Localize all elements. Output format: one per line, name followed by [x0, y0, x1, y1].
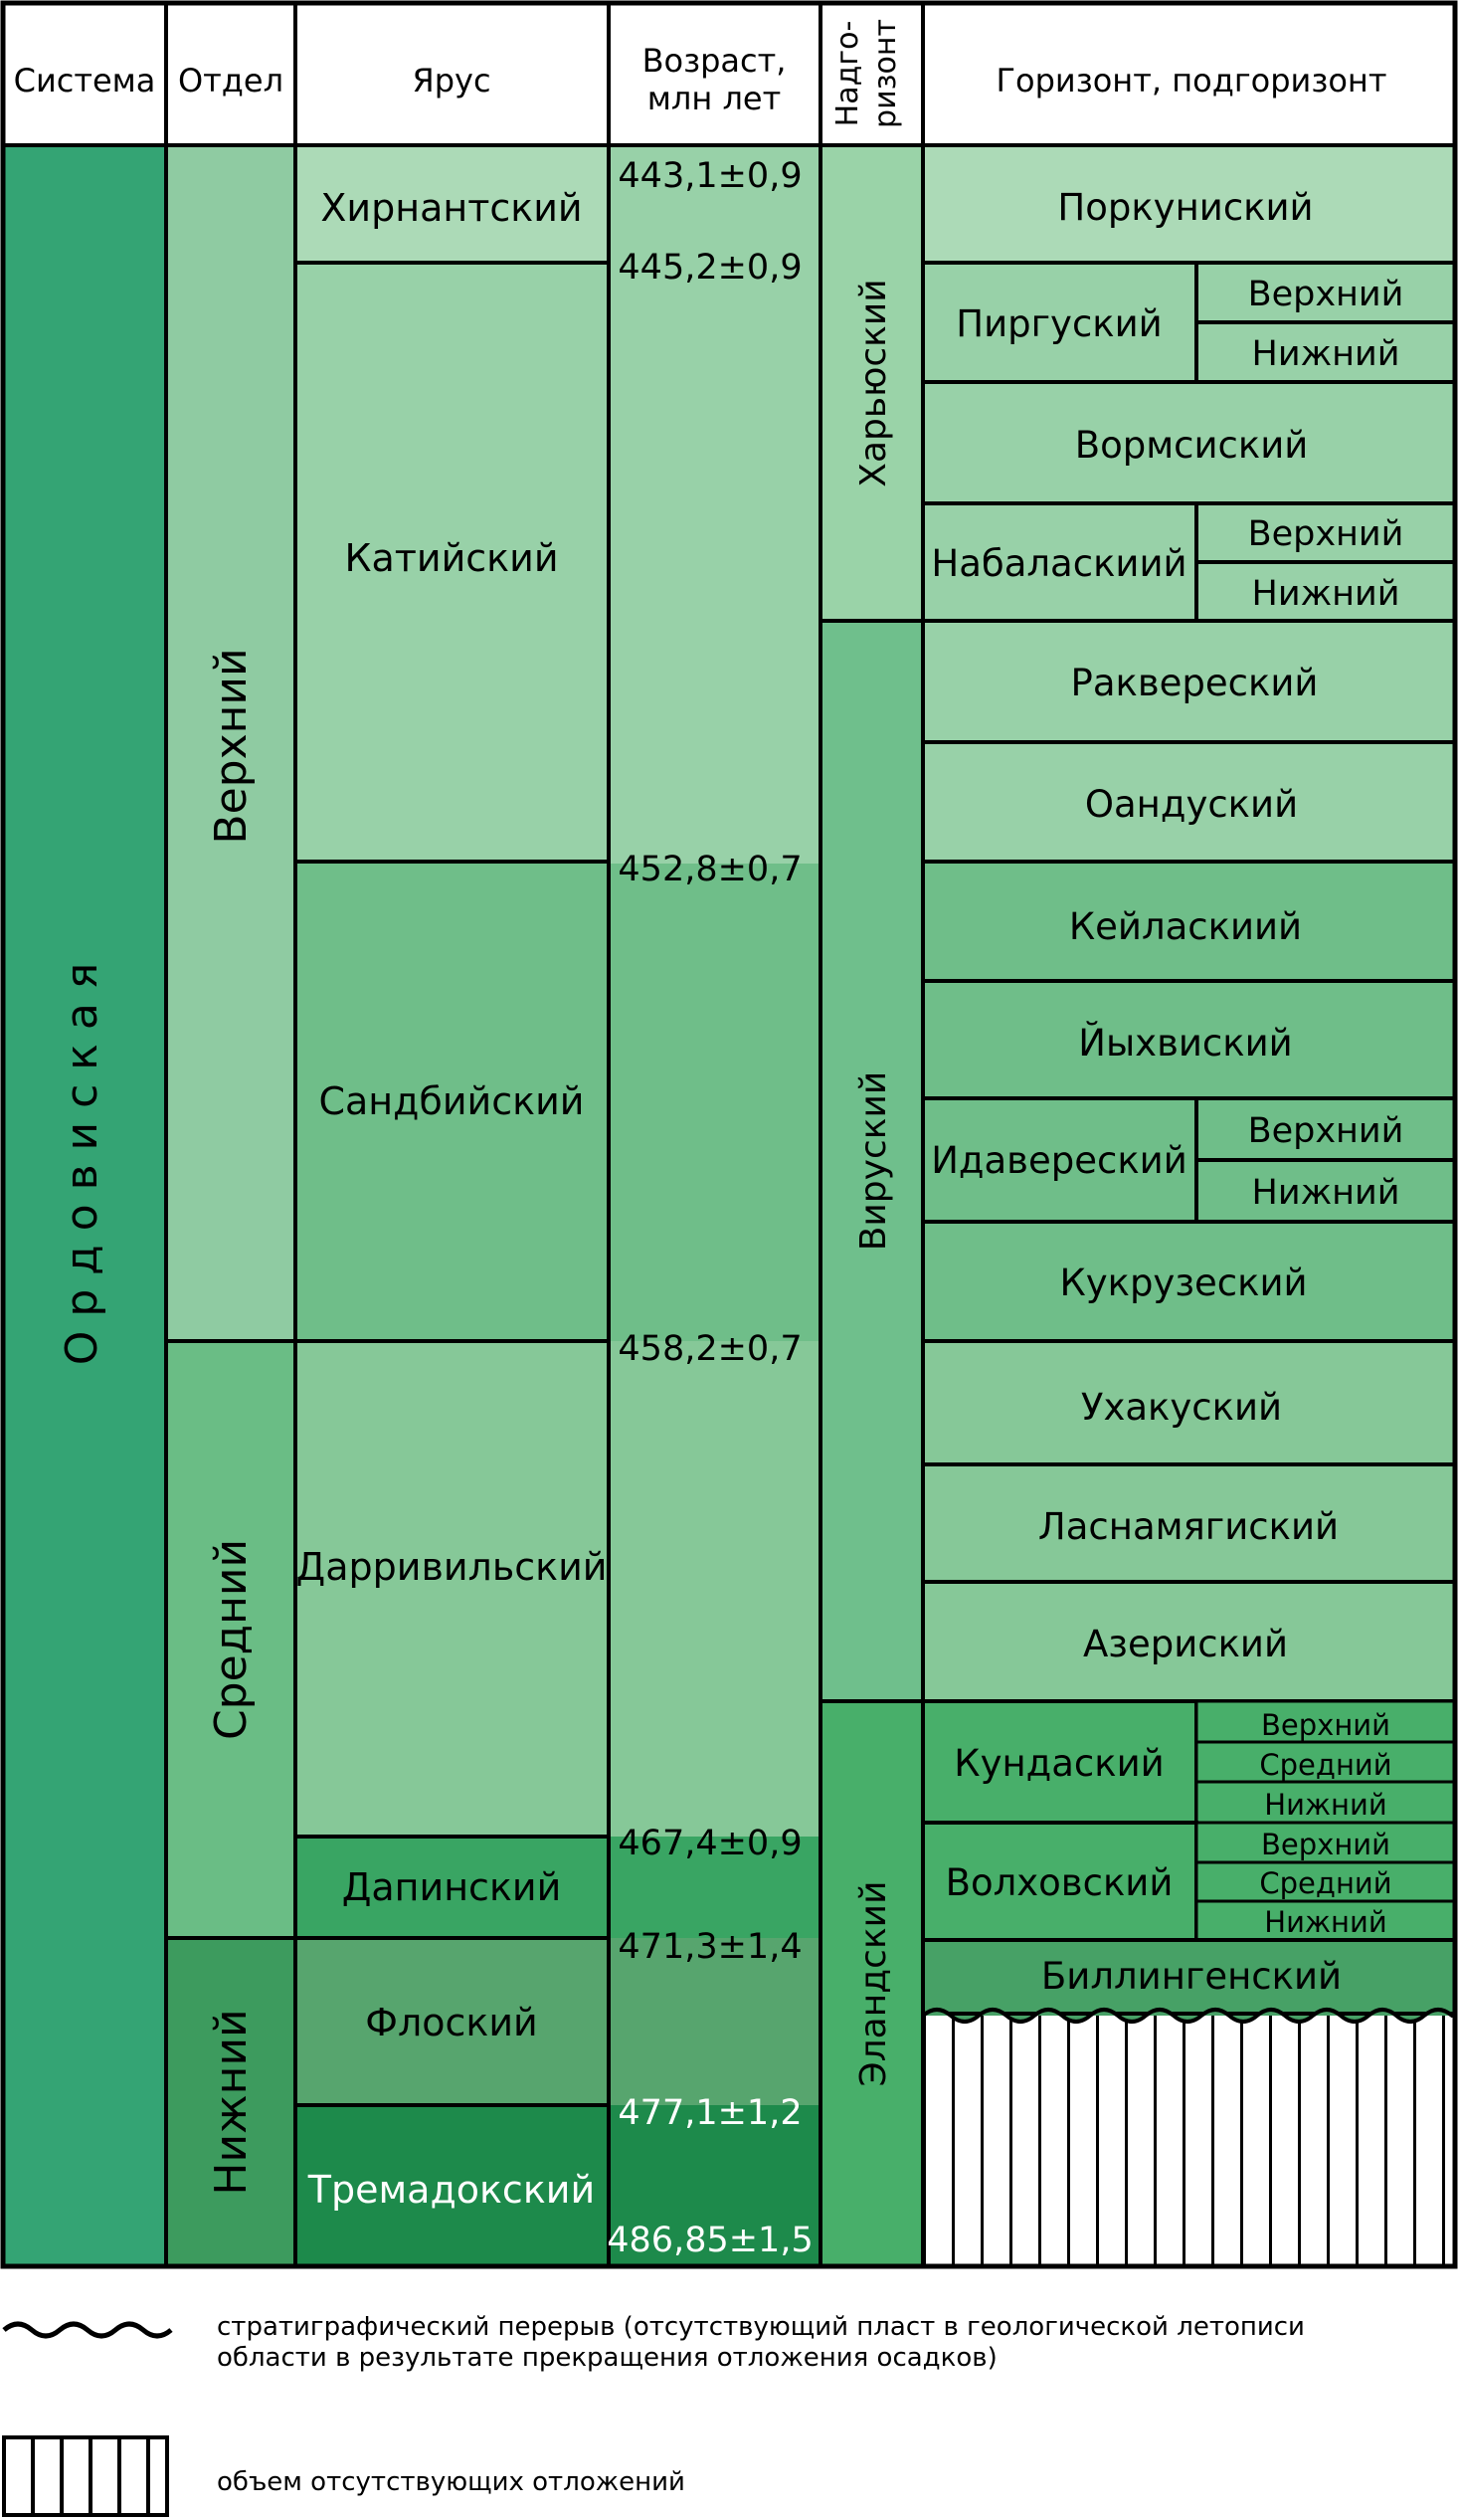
department-upper: Верхний [206, 648, 257, 845]
department-lower: Нижний [206, 2009, 257, 2196]
horizon-vormsi: Вормсиский [1074, 424, 1309, 467]
age-2: 452,8±0,7 [618, 850, 803, 889]
horizon-uhaku: Ухакуский [1080, 1386, 1283, 1429]
legend-hiatus-line1: стратиграфический перерыв (отсутствующий пласт в геологической летописи [217, 2312, 1305, 2342]
missing-deposits-area [923, 2014, 1455, 2266]
horizon-nabala-upper: Верхний [1247, 514, 1404, 554]
stage-column [295, 145, 609, 2266]
horizon-kukruse: Кукрузеский [1059, 1261, 1308, 1304]
horizon-volkhov: Волховский [945, 1861, 1174, 1904]
legend [4, 2312, 1305, 2515]
horizon-idavere-upper: Верхний [1247, 1111, 1404, 1151]
legend-missing: объем отсутствующих отложений [217, 2467, 685, 2497]
stage-floian: Флоский [365, 2001, 538, 2044]
horizon-pirgu: Пиргуский [956, 302, 1163, 345]
stage-katian: Катийский [344, 536, 559, 580]
superhorizon-viru: Вируский [853, 1070, 894, 1252]
age-1: 445,2±0,9 [618, 248, 803, 288]
header-age: Возраст, [641, 42, 787, 80]
age-5: 471,3±1,4 [618, 1927, 803, 1967]
legend-wave-icon [4, 2324, 171, 2336]
stage-hirnantian: Хирнантский [320, 186, 583, 230]
horizon-kunda-lower: Нижний [1264, 1788, 1387, 1822]
horizon-aseri: Азериский [1082, 1623, 1289, 1665]
horizon-nabala-lower: Нижний [1251, 574, 1400, 614]
superhorizon-oland: Эландский [853, 1880, 894, 2087]
horizon-billingen: Биллингенский [1040, 1955, 1343, 1998]
legend-hatch-icon [4, 2437, 167, 2515]
age-7: 486,85±1,5 [607, 2221, 814, 2260]
department-middle: Средний [206, 1538, 257, 1741]
age-3: 458,2±0,7 [618, 1329, 803, 1369]
age-6: 477,1±1,2 [618, 2093, 803, 2133]
header-stage: Ярус [412, 62, 491, 99]
horizon-rakvere: Раквереский [1070, 662, 1319, 704]
superhorizon-column [820, 145, 923, 2266]
stage-sandbian: Сандбийский [318, 1079, 585, 1123]
horizon-kunda-middle: Средний [1259, 1748, 1392, 1782]
header-superhorizon-line2: ризонт [868, 19, 903, 128]
department-column [166, 145, 295, 2266]
horizon-volkhov-middle: Средний [1259, 1866, 1392, 1900]
horizon-pirgu-upper: Верхний [1247, 275, 1404, 314]
horizon-keila: Кейласкиий [1068, 905, 1303, 948]
stage-tremadocian: Тремадокский [307, 2168, 596, 2212]
age-0: 443,1±0,9 [618, 156, 803, 196]
horizon-porkuni: Поркуниский [1057, 186, 1314, 229]
horizon-nabala: Набаласкиий [931, 542, 1187, 585]
superhorizon-harju: Харьюский [853, 279, 894, 487]
age-column [607, 145, 820, 2266]
header-department: Отдел [177, 62, 284, 99]
stage-darriwilian: Дарривильский [295, 1545, 608, 1589]
legend-hiatus-line2: области в результате прекращения отложения осадков) [217, 2343, 998, 2373]
system-label: О р д о в и с к а я [57, 962, 107, 1366]
age-4: 467,4±0,9 [618, 1824, 803, 1863]
horizon-lasnamagi: Ласнамягиский [1037, 1505, 1340, 1548]
horizon-column [923, 145, 1455, 2266]
horizon-johvi: Йыхвиский [1078, 1022, 1293, 1065]
horizon-kunda: Кундаский [954, 1742, 1165, 1785]
horizon-idavere-lower: Нижний [1251, 1173, 1400, 1213]
horizon-idavere: Идавереский [931, 1139, 1187, 1182]
horizon-oandu: Оандуский [1084, 783, 1299, 826]
horizon-pirgu-lower: Нижний [1251, 334, 1400, 374]
header-superhorizon: Надго- [830, 20, 865, 127]
header-row [3, 3, 1455, 145]
header-age-line2: млн лет [646, 80, 782, 117]
horizon-kunda-upper: Верхний [1261, 1708, 1390, 1742]
header-horizon: Горизонт, подгоризонт [996, 62, 1387, 99]
horizon-volkhov-lower: Нижний [1264, 1905, 1387, 1939]
stage-dapingian: Дапинский [341, 1865, 562, 1909]
horizon-volkhov-upper: Верхний [1261, 1828, 1390, 1861]
header-system: Система [13, 62, 156, 99]
system-column [3, 145, 166, 2266]
